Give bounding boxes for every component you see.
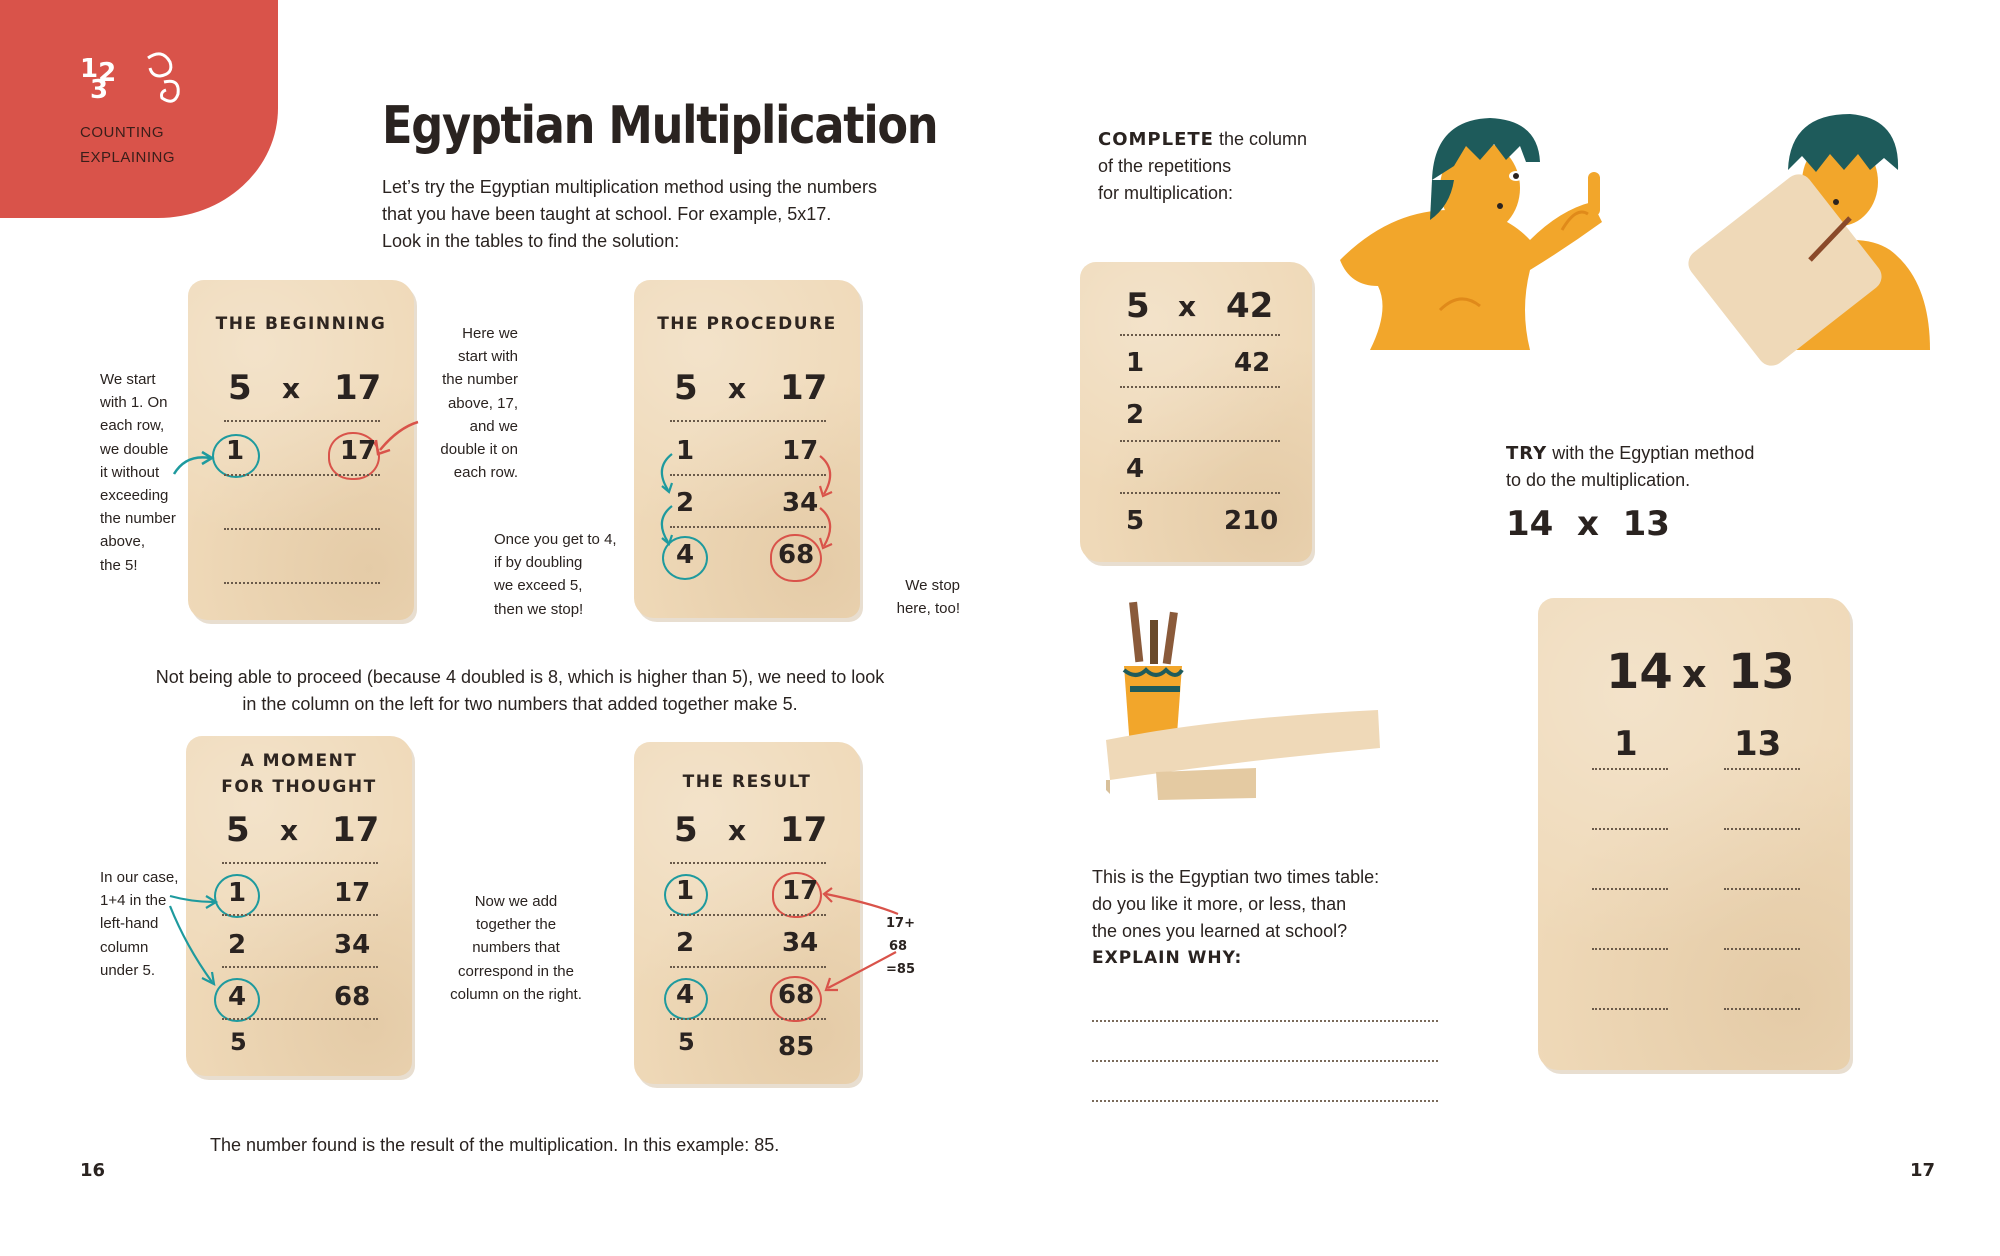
page-number-right: 17: [1910, 1160, 1936, 1181]
question-text: This is the Egyptian two times table: do you like it more, or less, than the ones you learned at school? EXPLAIN WHY:: [1092, 864, 1379, 972]
numbers-icon: 12 3: [80, 54, 117, 105]
tablet-title: THE BEGINNING: [215, 314, 387, 334]
explaining-label: EXPLAINING: [80, 149, 176, 166]
tablet-complete: 5 x 42 1 42 2 4 5 210: [1080, 262, 1312, 562]
note-once: Once you get to 4, if by doubling we exceed 5, then we stop!: [494, 531, 617, 618]
complete-instruction: COMPLETE the column of the repetitions for multiplication:: [1098, 129, 1308, 203]
answer-line-3[interactable]: [1092, 1100, 1438, 1102]
answer-line-1[interactable]: [1092, 1020, 1438, 1022]
note-add: Now we add together the numbers that correspond in the column on the right.: [450, 893, 582, 1003]
tablet-try: 14 x 13 1 13: [1538, 598, 1850, 1070]
counting-label: COUNTING: [80, 124, 164, 141]
page-number-left: 16: [80, 1160, 106, 1181]
note-case: In our case, 1+4 in the left-hand column under 5.: [100, 869, 179, 979]
try-instruction: TRY with the Egyptian method to do the multiplication.: [1506, 443, 1755, 490]
try-problem: 14 x 13: [1506, 504, 1670, 544]
tablet-procedure: THE PROCEDURE 5 x 17 1 17 2 34 4 68: [634, 280, 860, 618]
tablet-beginning: THE BEGINNING 5 x 17 1 17: [188, 280, 414, 620]
note-here: Here we start with the number above, 17, and we double it on each row.: [440, 325, 518, 482]
section-badge: [0, 0, 278, 218]
arrows-teal-case: [166, 876, 222, 996]
explain-why-label: EXPLAIN WHY:: [1092, 948, 1243, 968]
answer-line-2[interactable]: [1092, 1060, 1438, 1062]
note-sum: 17+ 68 =85: [886, 916, 915, 977]
egyptian-scribe-illustration: [1690, 110, 1950, 350]
mid-paragraph: Not being able to proceed (because 4 doubled is 8, which is higher than 5), we need to look in the column on the left for two numbers that added together make 5.: [155, 667, 885, 714]
note-start: We start with 1. On each row, we double it without exceeding the number above, the 5!: [100, 371, 176, 574]
egyptian-boy-illustration: [1330, 110, 1670, 350]
intro-text: Let’s try the Egyptian multiplication method using the numbers that you have been taught at school. For example, 5x17. Look in the tables to find the solution:: [382, 177, 877, 251]
page-title: Egyptian Multiplication: [382, 96, 938, 156]
note-stop: We stop here, too!: [896, 577, 960, 618]
arrow-teal: [172, 448, 216, 478]
arrow-red: [372, 418, 422, 460]
speech-icon: [140, 52, 186, 108]
brush-cup-illustration: [1096, 600, 1396, 800]
tablet-result: THE RESULT 5 x 17 1 17 2 34 4 68 5 85: [634, 742, 860, 1084]
final-sentence: The number found is the result of the multiplication. In this example: 85.: [210, 1135, 780, 1155]
tablet-moment: A MOMENT FOR THOUGHT 5 x 17 1 17 2 34 4 68 5: [186, 736, 412, 1076]
